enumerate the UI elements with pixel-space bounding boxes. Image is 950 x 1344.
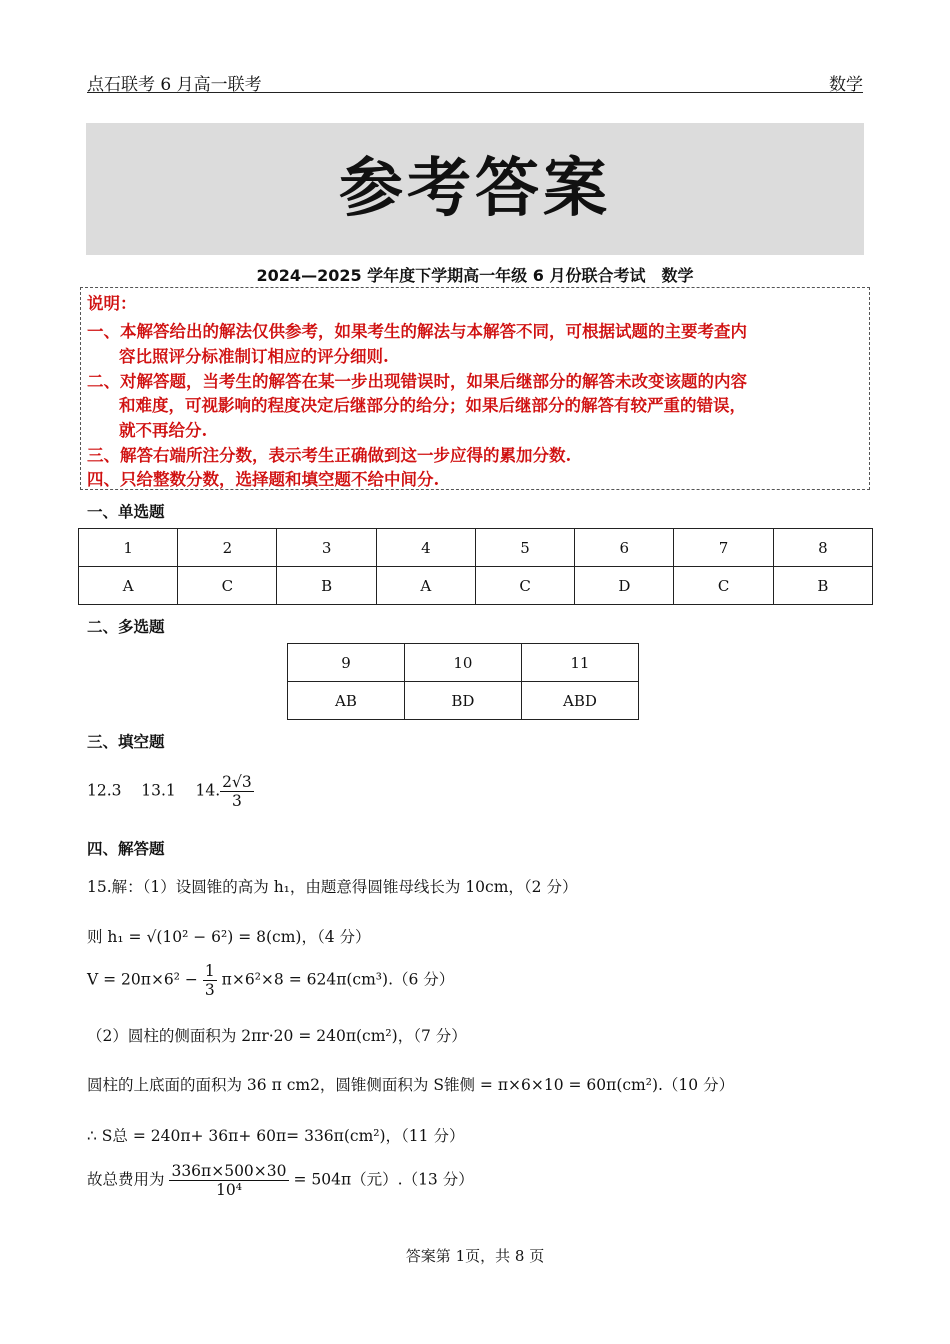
- section-solutions: 四、解答题: [87, 840, 165, 858]
- question-number: 11: [521, 644, 638, 682]
- fraction-denominator: 3: [204, 981, 215, 999]
- solution-line-5: 圆柱的上底面的面积为 36 π cm2，圆锥侧面积为 S锥侧 = π×6×10 = 60π(cm²).（10 分）: [87, 1076, 735, 1094]
- solution-line-1: 15.解：（1）设圆锥的高为 h₁，由题意得圆锥母线长为 10cm，（2 分）: [87, 878, 578, 896]
- question-number: 7: [674, 529, 773, 567]
- table-row: [79, 567, 873, 605]
- answer-13: 13.1: [141, 781, 176, 800]
- answer-cell: ABD: [521, 682, 638, 720]
- note-1b: 容比照评分标准制订相应的评分细则.: [119, 347, 389, 366]
- fraction-numerator: 336π×500×30: [171, 1162, 287, 1180]
- exam-subtitle: 2024—2025 学年度下学期高一年级 6 月份联合考试 数学: [256, 266, 694, 285]
- title-banner: [86, 123, 864, 255]
- answer-cell: AB: [288, 682, 405, 720]
- question-number: 3: [277, 529, 376, 567]
- answer-cell: A: [376, 567, 475, 605]
- fraction-numerator: 1: [204, 962, 215, 980]
- answer-cell: B: [773, 567, 872, 605]
- page-footer: 答案第 1页，共 8 页: [405, 1247, 545, 1265]
- solution-line-7: [87, 1162, 474, 1199]
- note-2a: 二、对解答题，当考生的解答在某一步出现错误时，如果后继部分的解答未改变该题的内容: [87, 372, 747, 391]
- section-multi-choice: 二、多选题: [87, 618, 165, 636]
- question-number: 6: [575, 529, 674, 567]
- subject-label: 数学: [829, 75, 863, 95]
- formula-suffix: π×6²×8 = 624π(cm³).（6 分）: [221, 970, 455, 989]
- formula-prefix: V = 20π×6² −: [87, 970, 198, 989]
- question-number: 5: [475, 529, 574, 567]
- note-2c: 就不再给分.: [119, 421, 208, 440]
- note-2b: 和难度，可视影响的程度决定后继部分的给分；如果后继部分的解答有较严重的错误，: [119, 396, 746, 415]
- answer-cell: C: [475, 567, 574, 605]
- section-single-choice: 一、单选题: [87, 503, 165, 521]
- note-3: 三、解答右端所注分数，表示考生正确做到这一步应得的累加分数.: [87, 446, 572, 465]
- answer-cell: C: [674, 567, 773, 605]
- solution-line-3: [87, 962, 454, 999]
- banner-title: 参考答案: [339, 151, 611, 226]
- solution-line-2: 则 h₁ = √(10² − 6²) = 8(cm)，（4 分）: [87, 928, 371, 946]
- note-1a: 一、本解答给出的解法仅供参考，如果考生的解法与本解答不同，可根据试题的主要考查内: [87, 322, 747, 341]
- single-choice-table: [78, 528, 873, 605]
- cost-suffix: = 504π（元）.（13 分）: [293, 1170, 474, 1189]
- instructions-box: [80, 287, 870, 490]
- exam-name: 点石联考 6 月高一联考: [87, 75, 262, 95]
- multi-choice-table: [287, 643, 639, 720]
- question-number: 2: [178, 529, 277, 567]
- notes-heading: 说明：: [87, 294, 137, 313]
- note-4: 四、只给整数分数，选择题和填空题不给中间分.: [87, 470, 440, 489]
- cost-fraction: [169, 1162, 288, 1199]
- table-row: [288, 644, 639, 682]
- answer-cell: A: [79, 567, 178, 605]
- solution-line-4: （2）圆柱的侧面积为 2πr·20 = 240π(cm²)，（7 分）: [87, 1027, 467, 1045]
- fraction-denominator: 3: [231, 792, 242, 810]
- fill-in-answers: [87, 773, 254, 810]
- cost-prefix: 故总费用为: [87, 1170, 165, 1189]
- table-row: [288, 682, 639, 720]
- solution-line-6: ∴ S总 = 240π+ 36π+ 60π= 336π(cm²)，（11 分）: [87, 1127, 465, 1145]
- answer-cell: BD: [404, 682, 521, 720]
- fraction-numerator: 2√3: [222, 773, 252, 791]
- fraction-denominator: 10⁴: [216, 1181, 242, 1199]
- question-number: 1: [79, 529, 178, 567]
- answer-14-fraction: [220, 773, 254, 810]
- answer-cell: D: [575, 567, 674, 605]
- question-number: 8: [773, 529, 872, 567]
- question-number: 4: [376, 529, 475, 567]
- question-number: 10: [404, 644, 521, 682]
- question-number: 9: [288, 644, 405, 682]
- page-header: [87, 70, 863, 93]
- answer-12: 12.3: [87, 781, 122, 800]
- table-row: [79, 529, 873, 567]
- answer-14-label: 14.: [195, 781, 221, 800]
- answer-cell: B: [277, 567, 376, 605]
- formula-fraction: [203, 962, 217, 999]
- answer-cell: C: [178, 567, 277, 605]
- section-fill-in: 三、填空题: [87, 733, 165, 751]
